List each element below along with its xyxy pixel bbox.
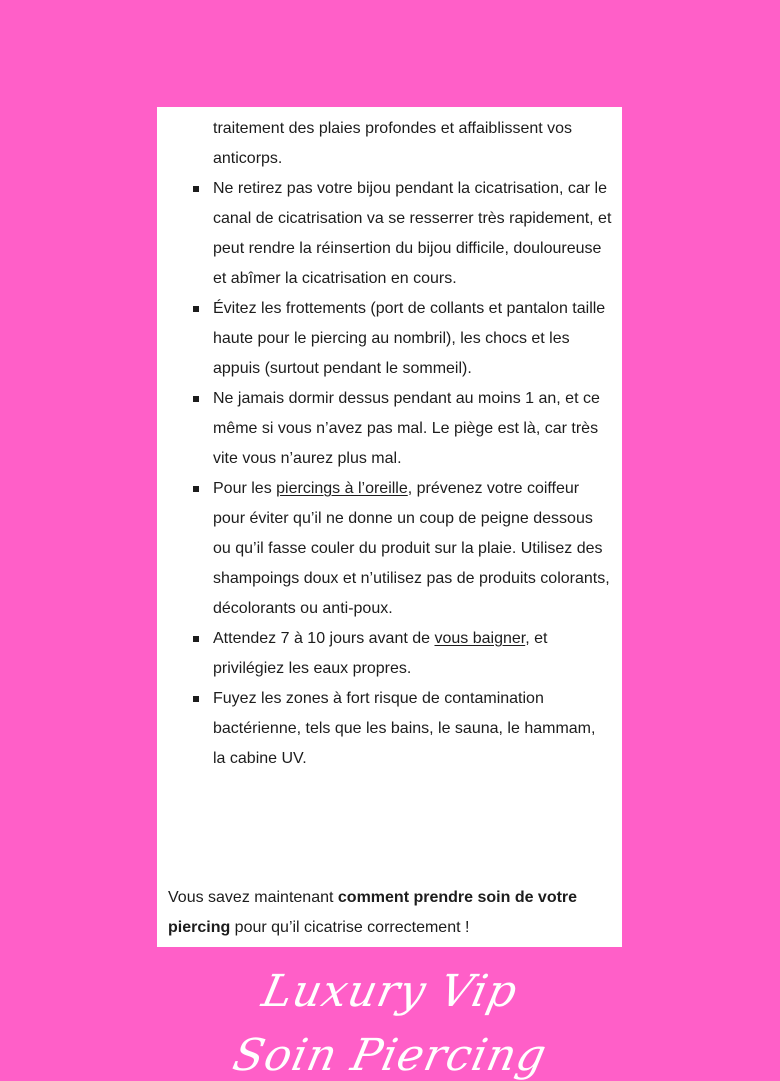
closing-bold-text: comment prendre soin de votre piercing	[168, 889, 578, 936]
list-item	[157, 684, 622, 774]
closing-text-after: pour qu’il cicatrise correctement !	[230, 919, 470, 936]
advice-list	[157, 174, 622, 774]
list-item-text-before: Attendez 7 à 10 jours avant de	[213, 630, 435, 647]
swimming-link[interactable]: vous baigner	[434, 630, 526, 647]
ear-piercing-link[interactable]: piercings à l’oreille	[276, 480, 408, 497]
bullet-square-icon	[193, 306, 199, 312]
list-item	[157, 624, 622, 684]
list-item	[157, 294, 622, 384]
list-item	[157, 174, 622, 294]
caption-line-2: Soin Piercing	[228, 1030, 552, 1081]
bullet-square-icon	[193, 696, 199, 702]
list-item-text: Évitez les frottements (port de collants et pantalon taille haute pour le piercing au nombril), les chocs et les appuis (surtout pendant le sommeil).	[213, 300, 606, 377]
list-item-text: Ne jamais dormir dessus pendant au moins 1 an, et ce même si vous n’avez pas mal. Le piège est là, car très vite vous n’aurez plus mal.	[213, 390, 600, 467]
list-item-text: Fuyez les zones à fort risque de contamination bactérienne, tels que les bains, le sauna, le hammam, la cabine UV.	[213, 690, 596, 767]
caption-line-1: Luxury Vip	[257, 966, 523, 1017]
closing-paragraph	[168, 883, 618, 943]
bullet-square-icon	[193, 186, 199, 192]
closing-text-before: Vous savez maintenant	[168, 889, 338, 906]
list-item-text-before: Pour les	[213, 480, 277, 497]
bullet-square-icon	[193, 486, 199, 492]
list-item	[157, 474, 622, 624]
list-item	[157, 384, 622, 474]
document-card	[157, 107, 622, 947]
bullet-square-icon	[193, 636, 199, 642]
bullet-square-icon	[193, 396, 199, 402]
continuation-text: traitement des plaies profondes et affaiblissent vos anticorps.	[213, 120, 573, 167]
list-item-text-after: , prévenez votre coiffeur pour éviter qu’il ne donne un coup de peigne dessous ou qu’il fasse couler du produit sur la plaie. Utilisez des shampoings doux et n’utilisez pas de produits colorants, décolorants ou anti-poux.	[213, 480, 610, 617]
list-item-text: Ne retirez pas votre bijou pendant la cicatrisation, car le canal de cicatrisation va se resserrer très rapidement, et peut rendre la réinsertion du bijou difficile, douloureuse et abîmer la cicatrisation en cours.	[213, 180, 612, 287]
list-item-text-after: , et privilégiez les eaux propres.	[213, 630, 548, 677]
